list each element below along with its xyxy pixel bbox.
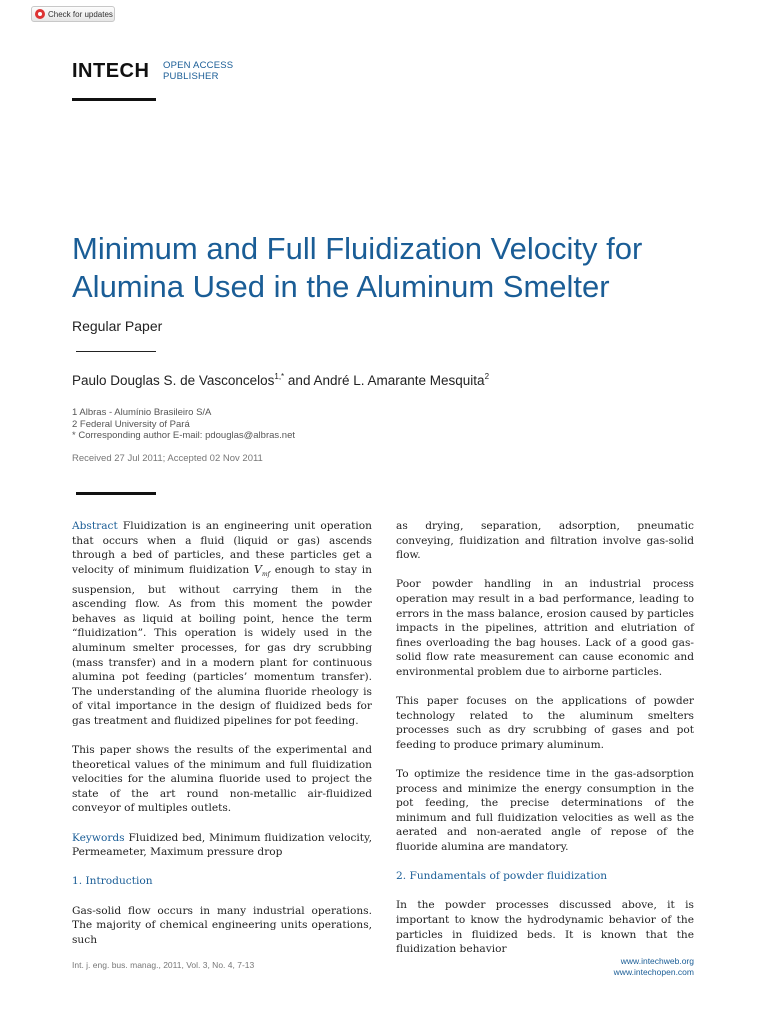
- footer-link-intechweb[interactable]: www.intechweb.org: [620, 956, 694, 966]
- author-2-affiliation: 2: [484, 372, 490, 381]
- logo-sub-line1: OPEN ACCESS: [163, 60, 234, 71]
- author-1-affiliation: 1,*: [274, 372, 285, 381]
- vmf-subscript: mf: [261, 570, 270, 578]
- footer-link-intechopen[interactable]: www.intechopen.com: [613, 967, 694, 977]
- author-list: [72, 373, 489, 388]
- footer-links: [560, 956, 694, 978]
- author-1: Paulo Douglas S. de Vasconcelos: [72, 373, 275, 388]
- title-line1: Minimum and Full Fluidization Velocity for: [72, 231, 643, 266]
- author-2: André L. Amarante Mesquita: [313, 373, 485, 388]
- received-dates: Received 27 Jul 2011; Accepted 02 Nov 2011: [72, 453, 263, 464]
- paper-title: [72, 230, 712, 306]
- title-line2: Alumina Used in the Aluminum Smelter: [72, 269, 610, 304]
- affiliation-2: 2 Federal University of Pará: [72, 418, 190, 430]
- keywords: [72, 831, 372, 860]
- intro-paragraph-1: Gas-solid flow occurs in many industrial operations. The majority of chemical engineering units operations, such: [72, 904, 372, 946]
- logo-sub-line2: PUBLISHER: [163, 71, 219, 82]
- affiliations: [72, 407, 295, 442]
- badge-label: Check for updates: [48, 9, 113, 19]
- section-heading-introduction: 1. Introduction: [72, 875, 153, 888]
- right-paragraph-5: In the powder processes discussed above, it is important to know the hydrodynamic behavior of the particles in fluidized beds. It is known that the fluidization behavior: [396, 899, 694, 956]
- abstract-paragraph-1: [72, 519, 372, 729]
- logo-divider: [72, 98, 156, 101]
- abstract-text-a: Fluidization is an engineering unit operation that occurs when a fluid (liquid or gas) ascends through a bed of particles, and these particles get a velocity of minimum fluidization: [72, 520, 372, 576]
- divider-thick: [76, 492, 156, 495]
- right-paragraph-1: as drying, separation, adsorption, pneumatic conveying, fluidization and filtration involve gas-solid flow.: [396, 520, 694, 562]
- vmf-main: V: [254, 562, 262, 576]
- affiliation-1: 1 Albras - Alumínio Brasileiro S/A: [72, 407, 212, 418]
- check-for-updates-badge[interactable]: [31, 6, 115, 22]
- corresponding-author: * Corresponding author E-mail: pdouglas@albras.net: [72, 430, 295, 441]
- right-paragraph-3: This paper focuses on the applications of powder technology related to the aluminum smelters processes such as dry scrubbing of gases and pot feeding to produce primary aluminum.: [396, 695, 694, 751]
- vmf-symbol: [254, 563, 270, 576]
- paper-type: Regular Paper: [72, 318, 163, 334]
- divider-short: [76, 351, 156, 352]
- section-heading-fundamentals: 2. Fundamentals of powder fluidization: [396, 870, 608, 883]
- left-column: [72, 519, 372, 962]
- abstract-paragraph-2: This paper shows the results of the experimental and theoretical values of the minimum and full fluidization velocities for the alumina fluoride used to project the state of the art round non-metallic air-fluidized conveyor of multiples outlets.: [72, 744, 372, 815]
- right-column: [396, 519, 694, 971]
- right-paragraph-2: Poor powder handling in an industrial process operation may result in a bad performance, leading to errors in the mass balance, erosion caused by particles impacts in the pipelines, attrition and elutriation of fines overloading the bag houses. Lack of a good gas-solid flow rate measurement can cause economic and environmental problem due to airborne particles.: [396, 578, 694, 678]
- abstract-text-b: enough to stay in suspension, but without carrying them in the ascending flow. As from this moment the powder behaves as liquid at boiling point, hence the term “fluidization”. This operation is widely used in the aluminum smelter processes, for gas dry scrubbing (mass transfer) and in a modern plant for continuous alumina pot feeding (particles’ momentum transfer). The understanding of the alumina fluoride rheology is of vital importance in the design of fluidized beds for gas treatment and fluidized pipelines for pot feeding.: [72, 563, 372, 727]
- publisher-logo: INTECH: [72, 60, 150, 82]
- right-paragraph-4: To optimize the residence time in the gas-adsorption process and minimize the energy consumption in the pot feeding, the precise determinations of the minimum and full fluidization velocities as well as the aerated and non-aerated angle of repose of the fluoride alumina are mandatory.: [396, 768, 694, 854]
- keywords-text: Fluidized bed, Minimum fluidization velocity, Permeameter, Maximum pressure drop: [72, 831, 372, 859]
- update-icon: [35, 9, 45, 19]
- publisher-logo-subtitle: [163, 60, 233, 82]
- keywords-label: Keywords: [72, 831, 125, 844]
- abstract-label: Abstract: [72, 520, 118, 532]
- footer-citation: Int. j. eng. bus. manag., 2011, Vol. 3, No. 4, 7-13: [72, 960, 255, 970]
- author-conjunction: and: [284, 373, 314, 388]
